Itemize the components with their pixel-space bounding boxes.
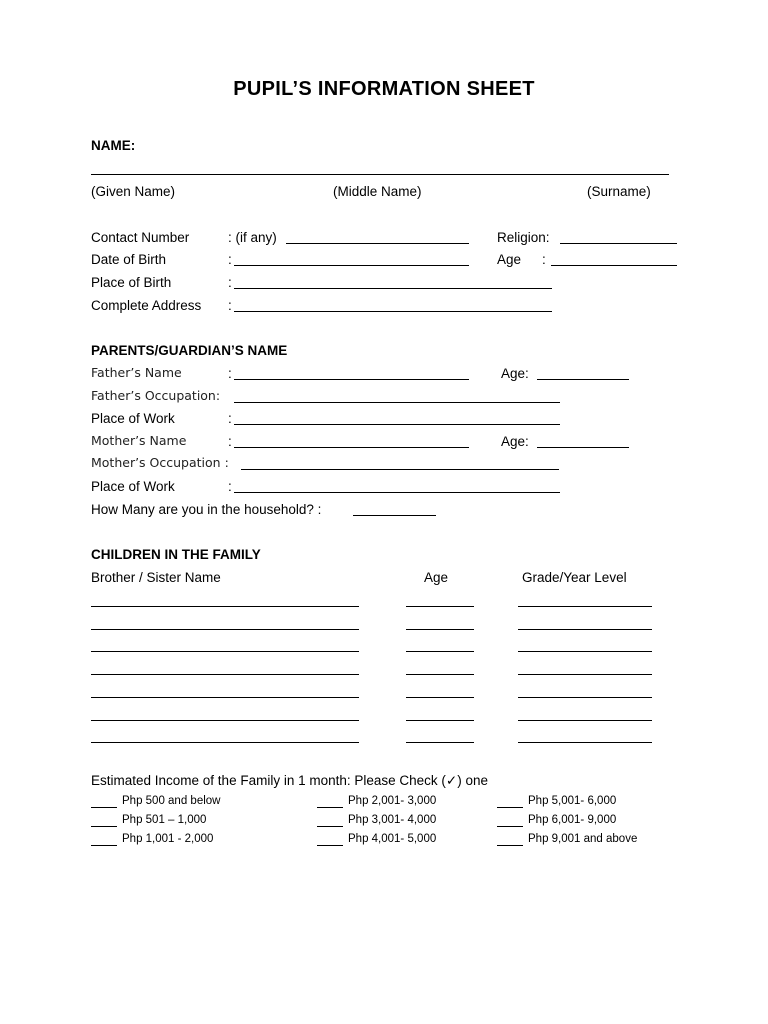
father-name-field[interactable] [234,379,469,380]
colon: : [228,479,232,494]
father-place-of-work-label: Place of Work [91,411,175,426]
sibling-name-field[interactable] [91,720,359,721]
page-title: PUPIL’S INFORMATION SHEET [233,78,535,100]
age-label: Age [497,252,522,267]
sibling-age-field[interactable] [406,606,474,607]
father-age-label: Age: [501,366,529,381]
sibling-age-field[interactable] [406,629,474,630]
sibling-grade-field[interactable] [518,697,652,698]
income-checkbox[interactable] [91,807,117,808]
colon: : [228,366,232,381]
sibling-name-field[interactable] [91,674,359,675]
income-checkbox[interactable] [317,807,343,808]
religion-field[interactable] [560,243,677,244]
mother-name-label: Mother’s Name [91,433,187,448]
age-field[interactable] [551,265,677,266]
surname-caption: (Surname) [587,184,651,199]
sibling-grade-field[interactable] [518,674,652,675]
sibling-grade-field[interactable] [518,720,652,721]
sibling-age-column-header: Age [424,570,449,585]
colon: : [542,252,546,267]
sibling-age-field[interactable] [406,697,474,698]
sibling-grade-field[interactable] [518,651,652,652]
contact-number-label: Contact Number [91,230,190,245]
household-count-label: How Many are you in the household? : [91,502,322,517]
sibling-name-field[interactable] [91,651,359,652]
sibling-name-column-header: Brother / Sister Name [91,570,221,585]
sibling-name-field[interactable] [91,606,359,607]
mother-occupation-field[interactable] [241,469,559,470]
place-of-birth-label: Place of Birth [91,275,172,290]
religion-label: Religion: [497,230,550,245]
sibling-grade-field[interactable] [518,629,652,630]
children-heading: CHILDREN IN THE FAMILY [91,547,261,562]
complete-address-field[interactable] [234,311,552,312]
sibling-age-field[interactable] [406,720,474,721]
colon: : [228,434,232,449]
full-name-field[interactable] [91,174,669,175]
mother-place-of-work-label: Place of Work [91,479,175,494]
income-option-label: Php 1,001 - 2,000 [122,833,214,845]
mother-name-field[interactable] [234,447,469,448]
sibling-age-field[interactable] [406,651,474,652]
father-age-field[interactable] [537,379,629,380]
colon: : [228,275,232,290]
income-option-label: Php 500 and below [122,795,221,807]
parents-heading: PARENTS/GUARDIAN’S NAME [91,343,288,358]
mother-age-field[interactable] [537,447,629,448]
colon: : [228,411,232,426]
father-occupation-field[interactable] [234,402,560,403]
sibling-name-field[interactable] [91,697,359,698]
contact-number-note: : (if any) [228,230,277,245]
date-of-birth-label: Date of Birth [91,252,167,267]
sibling-age-field[interactable] [406,674,474,675]
sibling-grade-column-header: Grade/Year Level [522,570,627,585]
sibling-name-field[interactable] [91,629,359,630]
income-option-label: Php 9,001 and above [528,833,638,845]
contact-number-field[interactable] [286,243,469,244]
income-checkbox[interactable] [317,845,343,846]
father-name-label: Father’s Name [91,365,182,380]
income-checkbox[interactable] [497,826,523,827]
income-option-label: Php 4,001- 5,000 [348,833,437,845]
place-of-birth-field[interactable] [234,288,552,289]
income-option-label: Php 3,001- 4,000 [348,814,437,826]
middle-name-caption: (Middle Name) [333,184,422,199]
income-checkbox[interactable] [497,845,523,846]
income-option-label: Php 2,001- 3,000 [348,795,437,807]
date-of-birth-field[interactable] [234,265,469,266]
colon: : [228,252,232,267]
household-count-field[interactable] [353,515,436,516]
income-checkbox[interactable] [91,845,117,846]
father-place-of-work-field[interactable] [234,424,560,425]
father-occupation-label: Father’s Occupation: [91,388,221,403]
complete-address-label: Complete Address [91,298,202,313]
income-checkbox[interactable] [317,826,343,827]
sibling-name-field[interactable] [91,742,359,743]
sibling-grade-field[interactable] [518,742,652,743]
income-option-label: Php 501 – 1,000 [122,814,207,826]
given-name-caption: (Given Name) [91,184,176,199]
mother-occupation-label: Mother’s Occupation : [91,455,229,470]
income-heading: Estimated Income of the Family in 1 month: Please Check (✓) one [91,773,488,788]
sibling-grade-field[interactable] [518,606,652,607]
mother-age-label: Age: [501,434,529,449]
name-heading: NAME: [91,138,136,153]
income-checkbox[interactable] [497,807,523,808]
income-option-label: Php 5,001- 6,000 [528,795,617,807]
sibling-age-field[interactable] [406,742,474,743]
colon: : [228,298,232,313]
income-option-label: Php 6,001- 9,000 [528,814,617,826]
income-checkbox[interactable] [91,826,117,827]
mother-place-of-work-field[interactable] [234,492,560,493]
